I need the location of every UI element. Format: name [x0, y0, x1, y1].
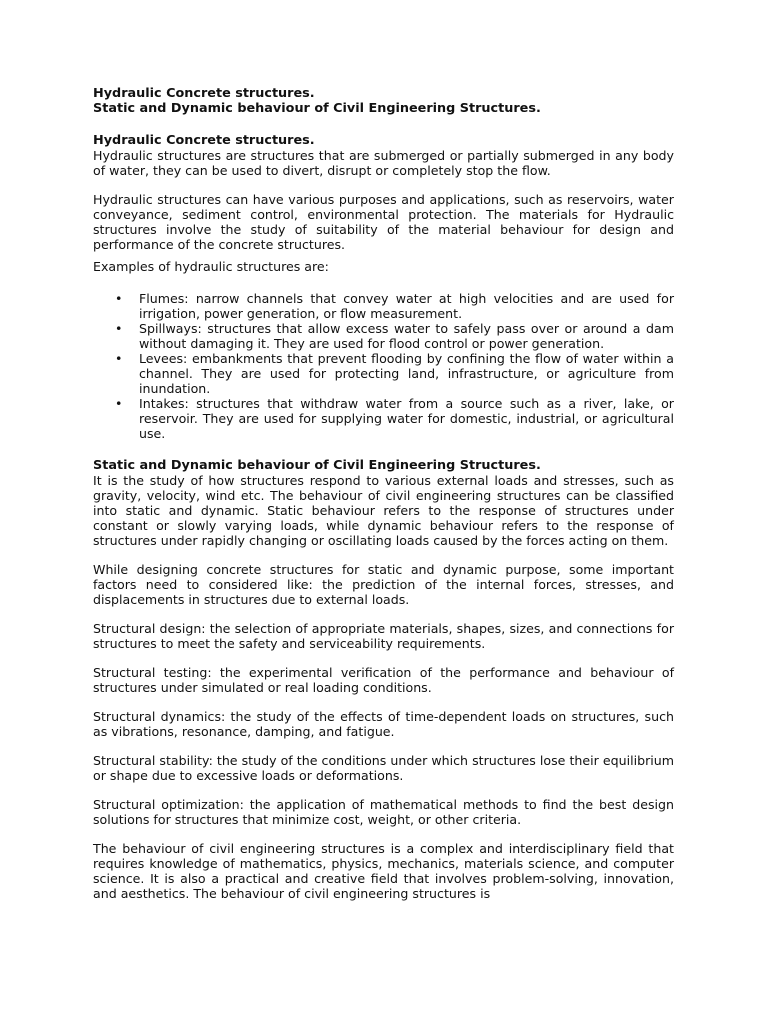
document-title-line-2: Static and Dynamic behaviour of Civil Engineering Structures. — [93, 101, 541, 116]
paragraph-structural-design: Structural design: the selection of appropriate materials, shapes, sizes, and connections for structures to meet the safety and serviceability requirements. — [93, 621, 674, 651]
paragraph-structural-optimization: Structural optimization: the application of mathematical methods to find the best design solutions for structures that minimize cost, weight, or other criteria. — [93, 797, 674, 827]
section-heading-hydraulic: Hydraulic Concrete structures. — [93, 133, 315, 148]
list-item — [93, 291, 674, 321]
list-item — [93, 396, 674, 441]
list-item-text: Spillways: structures that allow excess water to safely pass over or around a dam without damaging it. They are used for flood control or power generation. — [139, 321, 674, 351]
bullet-icon: • — [115, 321, 123, 336]
section-heading-static-dynamic: Static and Dynamic behaviour of Civil Engineering Structures. — [93, 458, 541, 473]
paragraph-hydraulic-purposes: Hydraulic structures can have various purposes and applications, such as reservoirs, water conveyance, sediment control, environmental protection. The materials for Hydraulic structures involve the study of suitability of the material behaviour for design and performance of the concrete structures. — [93, 192, 674, 252]
list-item — [93, 351, 674, 396]
paragraph-examples-intro: Examples of hydraulic structures are: — [93, 259, 329, 274]
bullet-icon: • — [115, 351, 123, 366]
paragraph-behaviour-definition: It is the study of how structures respond to various external loads and stresses, such as gravity, velocity, wind etc. The behaviour of civil engineering structures can be classified into static and dynamic. Static behaviour refers to the response of structures under constant or slowly varying loads, while dynamic behaviour refers to the response of structures under rapidly changing or oscillating loads caused by the forces acting on them. — [93, 473, 674, 548]
bullet-icon: • — [115, 396, 123, 411]
list-item-text: Flumes: narrow channels that convey water at high velocities and are used for irrigation, power generation, or flow measurement. — [139, 291, 674, 321]
document-page — [93, 86, 674, 901]
paragraph-structural-testing: Structural testing: the experimental verification of the performance and behaviour of structures under simulated or real loading conditions. — [93, 665, 674, 695]
bullet-icon: • — [115, 291, 123, 306]
paragraph-structural-dynamics: Structural dynamics: the study of the effects of time-dependent loads on structures, such as vibrations, resonance, damping, and fatigue. — [93, 709, 674, 739]
document-title-line-1: Hydraulic Concrete structures. — [93, 86, 315, 101]
list-item — [93, 321, 674, 351]
paragraph-design-factors: While designing concrete structures for static and dynamic purpose, some important factors need to considered like: the prediction of the internal forces, stresses, and displacements in structures due to external loads. — [93, 562, 674, 607]
list-item-text: Levees: embankments that prevent flooding by confining the flow of water within a channel. They are used for protecting land, infrastructure, or agriculture from inundation. — [139, 351, 674, 396]
paragraph-hydraulic-definition: Hydraulic structures are structures that are submerged or partially submerged in any body of water, they can be used to divert, disrupt or completely stop the flow. — [93, 148, 674, 178]
paragraph-structural-stability: Structural stability: the study of the conditions under which structures lose their equilibrium or shape due to excessive loads or deformations. — [93, 753, 674, 783]
examples-list — [93, 291, 674, 441]
paragraph-interdisciplinary-field: The behaviour of civil engineering structures is a complex and interdisciplinary field that requires knowledge of mathematics, physics, mechanics, materials science, and computer science. It is also a practical and creative field that involves problem-solving, innovation, and aesthetics. The behaviour of civil engineering structures is — [93, 841, 674, 901]
list-item-text: Intakes: structures that withdraw water from a source such as a river, lake, or reservoir. They are used for supplying water for domestic, industrial, or agricultural use. — [139, 396, 674, 441]
